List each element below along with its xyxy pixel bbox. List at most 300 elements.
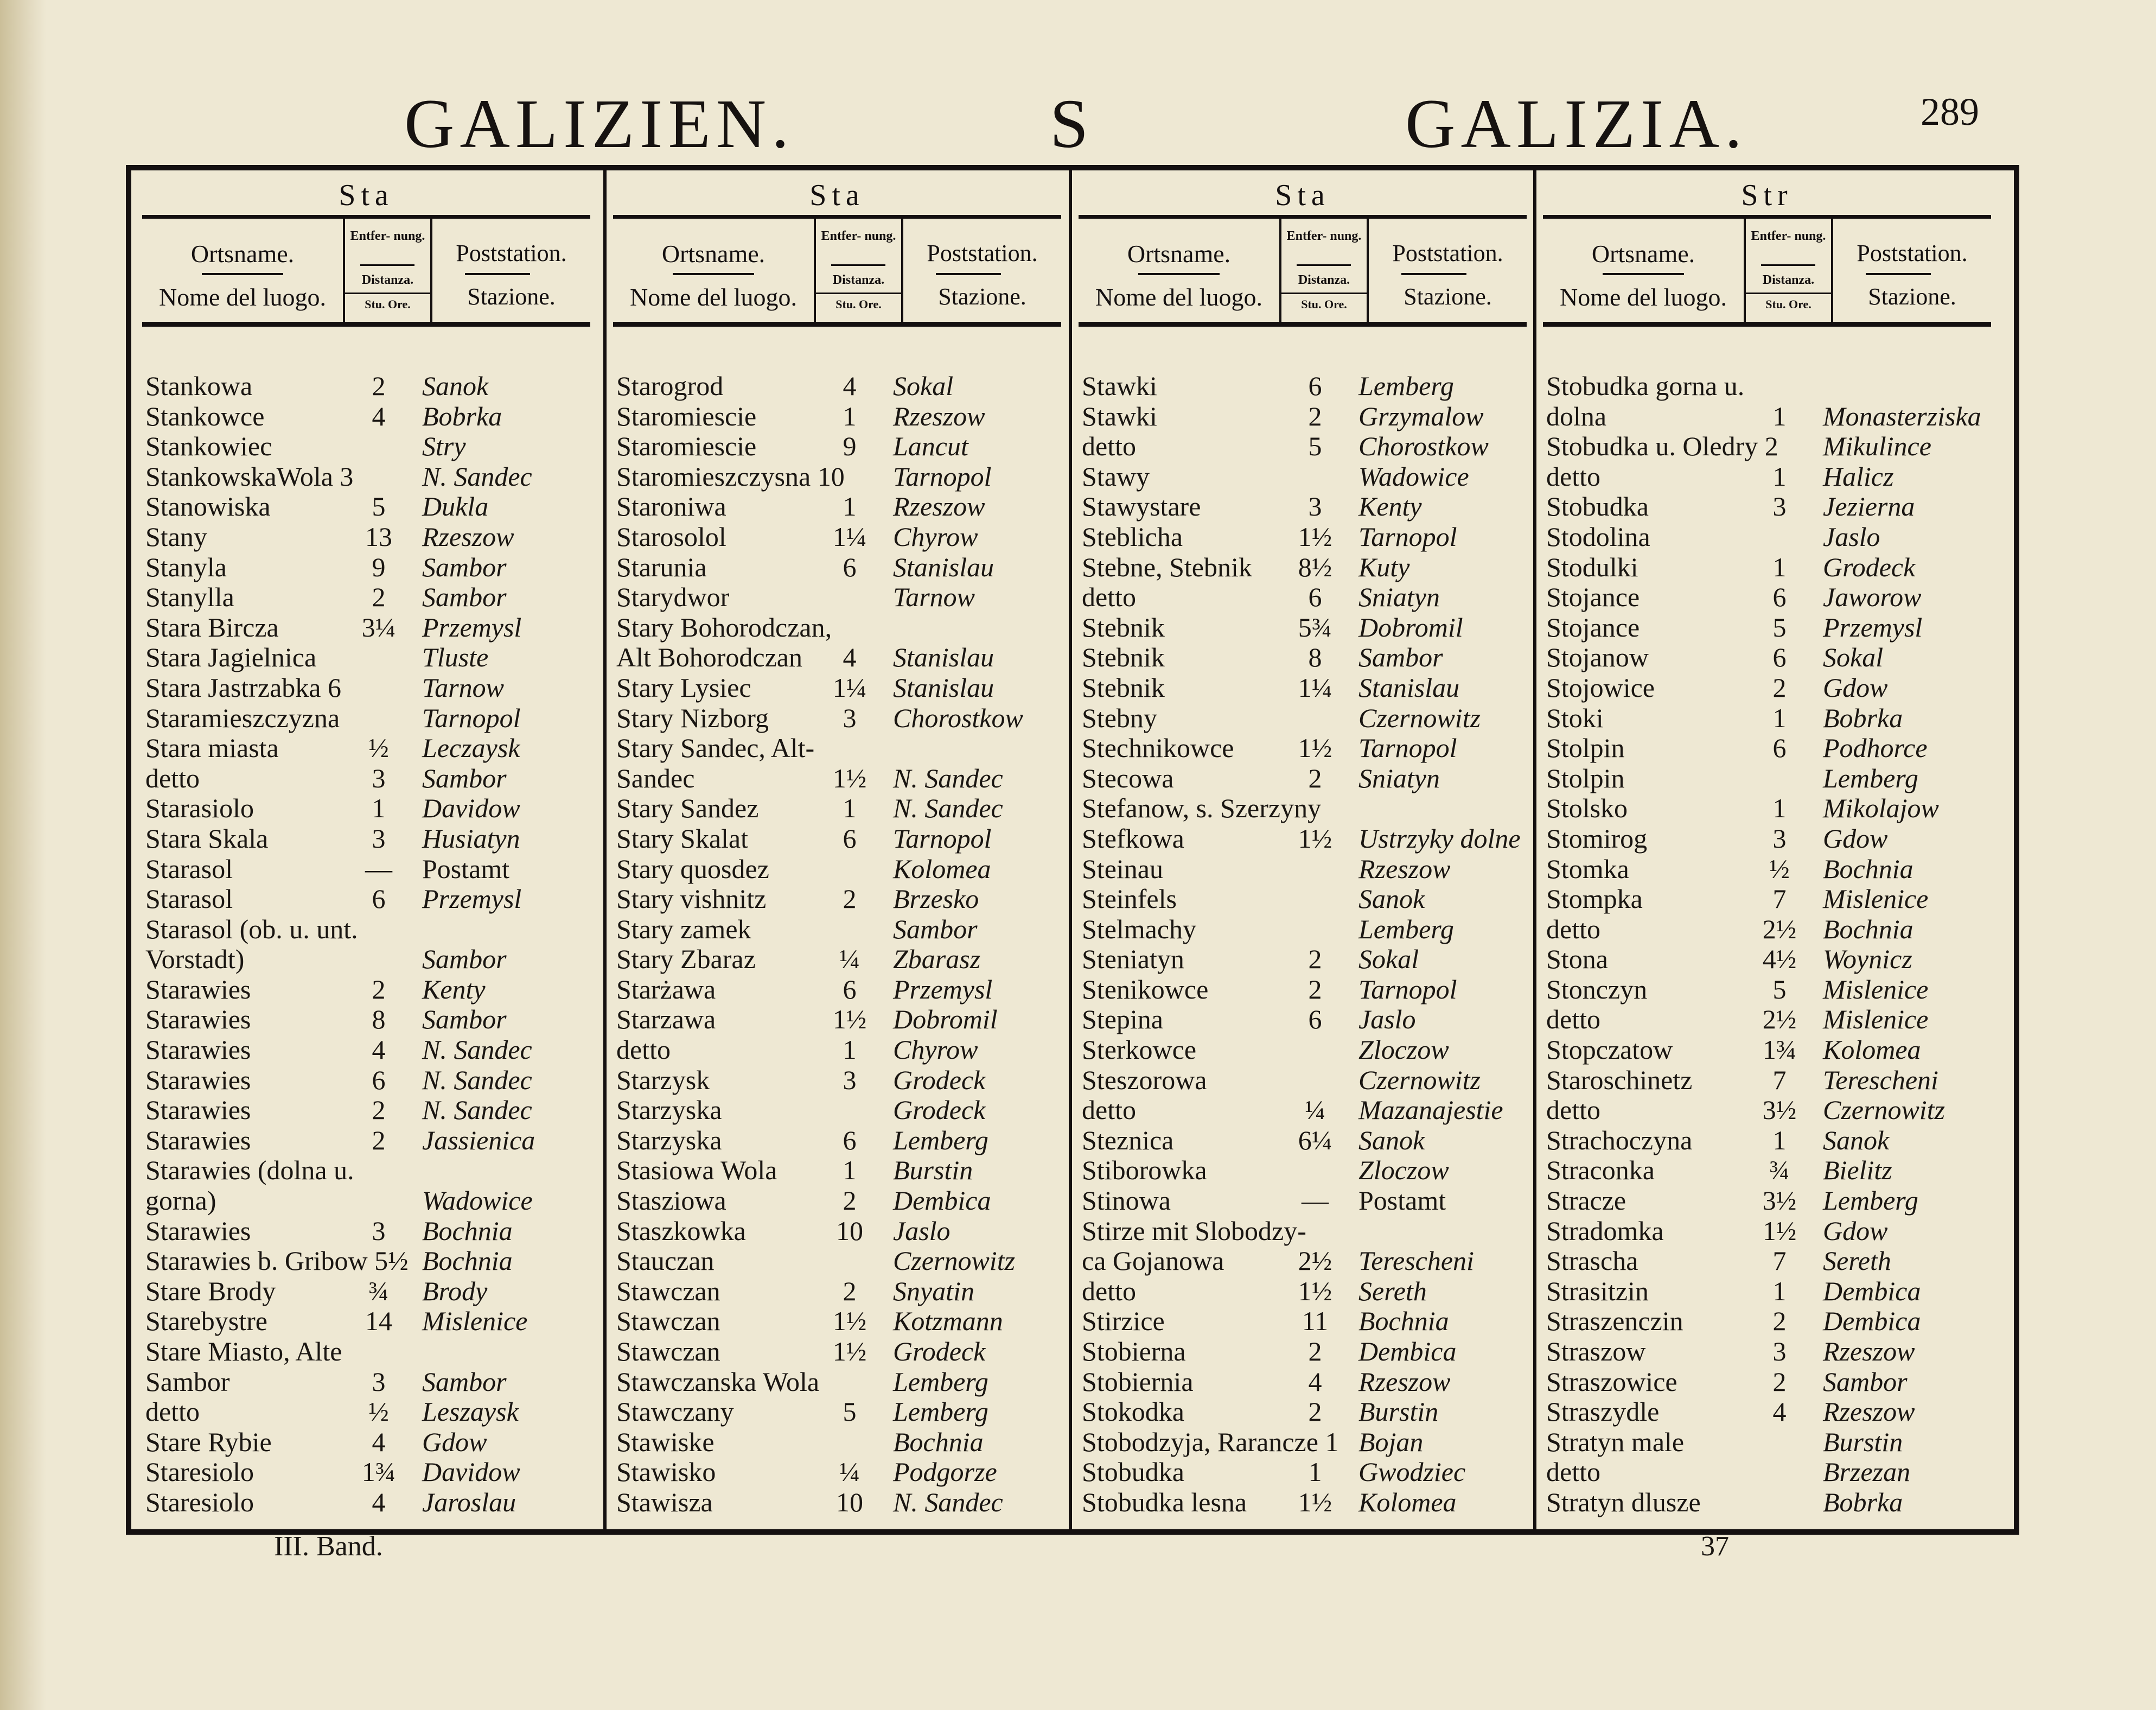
table-row (145, 824, 587, 854)
post-station: Lemberg (893, 1124, 988, 1155)
post-station: Bochnia (893, 1426, 984, 1457)
table-row (616, 1337, 1058, 1367)
place-name: Stobudka lesna (1082, 1486, 1247, 1517)
table-row (616, 703, 1058, 734)
place-name: Stolsko (1546, 793, 1628, 824)
table-row (145, 914, 587, 945)
table-row (1546, 1367, 1988, 1397)
table-row (1082, 1126, 1523, 1156)
table-row (145, 1095, 587, 1126)
place-name: Stawisko (616, 1457, 716, 1487)
post-station: Terescheni (1823, 1064, 1938, 1095)
header-name-de: Ortsname. (1591, 240, 1695, 268)
table-row (1082, 431, 1523, 462)
header-dist-units: Stu. Ore. (835, 297, 882, 311)
distance: 1½ (1298, 823, 1332, 854)
table-row (1082, 1035, 1523, 1065)
place-name: Staromiescie (616, 431, 757, 462)
column-title: Sta (339, 179, 394, 212)
table-row (1546, 1427, 1988, 1458)
table-row (616, 824, 1058, 854)
place-name: Staroschinetz (1546, 1064, 1693, 1095)
distance: 4 (372, 1486, 386, 1517)
table-row (1546, 613, 1988, 643)
table-row (1082, 1457, 1523, 1487)
distance: 1 (1772, 461, 1787, 492)
place-name: Stebnik (1082, 612, 1165, 643)
post-station: Chyrow (893, 521, 978, 552)
header-dist-units: Stu. Ore. (365, 297, 411, 311)
post-station: Woynicz (1823, 944, 1912, 975)
place-name: Stary Sandez (616, 793, 759, 824)
table-row (616, 733, 1058, 764)
table-row (1082, 1397, 1523, 1427)
post-station: Monasterziska (1823, 401, 1981, 431)
table-row (616, 431, 1058, 462)
distance: 2 (372, 582, 386, 613)
distance: 3¼ (361, 612, 396, 643)
post-station: Czernowitz (1358, 1064, 1481, 1095)
table-row (616, 1155, 1058, 1186)
distance: 2 (1772, 1366, 1787, 1397)
table-row (145, 975, 587, 1005)
place-name: Stratyn dlusze (1546, 1486, 1701, 1517)
table-row (616, 764, 1058, 794)
post-station: Tarnopol (1358, 521, 1457, 552)
header-dist-it: Distanza. (832, 273, 885, 287)
table-row (616, 1397, 1058, 1427)
post-station: Przemysl (422, 612, 522, 643)
post-station: Tarnopol (1358, 733, 1457, 764)
place-name: Stankowa (145, 371, 253, 401)
table-row (616, 1487, 1058, 1518)
table-row (1546, 462, 1988, 492)
post-station: Stry (422, 431, 466, 462)
distance: 1½ (832, 1336, 867, 1366)
place-name: Stanowiska (145, 491, 271, 522)
distance: 1¼ (1298, 672, 1332, 703)
place-name: Stare Rybie (145, 1426, 272, 1457)
table-row (1082, 402, 1523, 432)
post-station: Grzymalow (1358, 401, 1484, 431)
table-row (1546, 1126, 1988, 1156)
post-station: Kenty (422, 974, 486, 1005)
place-name: Stomirog (1546, 823, 1648, 854)
post-station: Mislenice (1823, 883, 1929, 914)
table-row (1082, 1065, 1523, 1096)
place-name: detto (616, 1034, 671, 1065)
table-row (145, 854, 587, 885)
place-name: Starawies (dolna u. (145, 1155, 354, 1186)
distance: 1 (843, 401, 857, 431)
post-station: Rzeszow (1358, 1366, 1451, 1397)
distance: 9 (843, 431, 857, 462)
post-station: Stanislau (893, 642, 994, 673)
place-name: Starzysk (616, 1064, 710, 1095)
place-name: Starasol (ob. u. unt. (145, 913, 358, 944)
table-row (1546, 884, 1988, 914)
table-row (1546, 492, 1988, 522)
column-header (1079, 215, 1527, 327)
place-name: Stecowa (1082, 762, 1174, 793)
place-name: Stany (145, 521, 207, 552)
distance: 3 (372, 823, 386, 854)
distance: 6 (372, 1064, 386, 1095)
table-row (616, 1306, 1058, 1337)
distance: 6 (843, 551, 857, 582)
post-station: Tarnopol (422, 702, 521, 733)
place-name: Staromieszczysna 10 (616, 461, 845, 492)
distance: 6 (1772, 642, 1787, 673)
table-row (145, 492, 587, 522)
distance: 7 (1772, 1245, 1787, 1276)
post-station: N. Sandec (422, 1034, 532, 1065)
place-name: Stobudka (1546, 491, 1649, 522)
place-name: Stepina (1082, 1004, 1163, 1035)
table-row (616, 643, 1058, 673)
table-row (1546, 1216, 1988, 1247)
place-name: Vorstadt) (145, 944, 245, 975)
table-row (145, 582, 587, 613)
place-name: Stolpin (1546, 762, 1625, 793)
place-name: detto (1546, 913, 1600, 944)
distance: 6 (1308, 582, 1322, 613)
header-rule (345, 293, 430, 294)
place-name: Stomka (1546, 853, 1629, 884)
place-name: Stasziowa (616, 1185, 726, 1216)
table-row (1082, 1246, 1523, 1276)
place-name: Steinau (1082, 853, 1163, 884)
table-row (616, 1186, 1058, 1216)
table-row (1546, 824, 1988, 854)
post-station: Stanislau (893, 672, 994, 703)
distance: 2 (372, 1095, 386, 1126)
distance: 2 (1308, 401, 1322, 431)
post-station: Dukla (422, 491, 489, 522)
table-row (616, 402, 1058, 432)
table-row (145, 1005, 587, 1035)
distance: 6 (843, 1124, 857, 1155)
table-row (1546, 552, 1988, 583)
distance: 1¼ (832, 672, 867, 703)
post-station: Mikulince (1823, 431, 1931, 462)
section-letter: S (1050, 85, 1089, 162)
header-post-it: Stazione. (1404, 283, 1492, 310)
place-name: Starżawa (616, 974, 716, 1005)
table-row (1546, 582, 1988, 613)
table-row (145, 462, 587, 492)
header-dist-it: Distanza. (361, 273, 414, 287)
post-station: Sambor (422, 944, 507, 975)
table-row (145, 1457, 587, 1487)
place-name: detto (1546, 1457, 1600, 1487)
place-name: Stary vishnitz (616, 883, 767, 914)
post-station: Mazanajestie (1358, 1095, 1503, 1126)
post-station: Tarnow (893, 582, 975, 613)
place-name: Stojance (1546, 612, 1640, 643)
post-station: Dobromil (893, 1004, 998, 1035)
distance: 3½ (1762, 1095, 1797, 1126)
post-station: Jaslo (893, 1215, 951, 1246)
distance: 10 (836, 1215, 863, 1246)
table-row (616, 522, 1058, 552)
table-row (145, 1216, 587, 1247)
post-station: Terescheni (1358, 1245, 1474, 1276)
place-name: Steblicha (1082, 521, 1183, 552)
header-rule (1761, 264, 1815, 266)
post-station: Lemberg (1823, 1185, 1918, 1216)
place-name: Stinowa (1082, 1185, 1171, 1216)
table-row (145, 1155, 587, 1186)
table-row (1546, 914, 1988, 945)
place-name: Stona (1546, 944, 1608, 975)
column-title: Sta (809, 179, 865, 212)
distance: 2 (843, 883, 857, 914)
table-row (1546, 1065, 1988, 1096)
place-name: Steniatyn (1082, 944, 1184, 975)
distance: 8½ (1298, 551, 1332, 582)
table-row (145, 1065, 587, 1096)
place-name: Straszow (1546, 1336, 1646, 1366)
place-name: Stojance (1546, 582, 1640, 613)
place-name: Starzyska (616, 1095, 722, 1126)
post-station: Tarnow (422, 672, 505, 703)
post-station: Grodeck (893, 1064, 986, 1095)
post-station: Snyatin (893, 1275, 974, 1306)
place-name: Stojanow (1546, 642, 1649, 673)
header-rule (673, 273, 754, 275)
column-rows (1536, 371, 1998, 1518)
distance: ¾ (368, 1275, 389, 1306)
place-name: Stara Jagielnica (145, 642, 317, 673)
table-row (1546, 1005, 1988, 1035)
post-station: Gdow (422, 1426, 487, 1457)
table-row (1546, 793, 1988, 824)
place-name: Stebnik (1082, 672, 1165, 703)
table-row (1546, 764, 1988, 794)
post-station: Sanok (1358, 1124, 1425, 1155)
table-row (616, 884, 1058, 914)
table-row (1546, 402, 1988, 432)
place-name: StankowskaWola 3 (145, 461, 354, 492)
distance: 3 (1772, 1336, 1787, 1366)
table-row (145, 643, 587, 673)
distance: 1 (372, 793, 386, 824)
distance: 2½ (1762, 913, 1797, 944)
distance: 5 (372, 491, 386, 522)
table-row (616, 673, 1058, 703)
table-row (1082, 1276, 1523, 1307)
place-name: Stompka (1546, 883, 1643, 914)
distance: 2½ (1298, 1245, 1332, 1276)
place-name: Staszkowka (616, 1215, 746, 1246)
place-name: Staroniwa (616, 491, 726, 522)
table-row (145, 1397, 587, 1427)
table-column (136, 165, 597, 1535)
place-name: Stracze (1546, 1185, 1626, 1216)
post-station: Rzeszow (1358, 853, 1451, 884)
distance: 3 (372, 762, 386, 793)
post-station: Rzeszow (1823, 1336, 1915, 1366)
place-name: Stary Sandec, Alt- (616, 733, 815, 764)
place-name: Staresiolo (145, 1457, 254, 1487)
post-station: Rzeszow (1823, 1396, 1915, 1427)
column-header (142, 215, 590, 327)
table-row (1082, 1306, 1523, 1337)
post-station: Przemysl (893, 974, 993, 1005)
table-row (1082, 1487, 1523, 1518)
place-name: Starzyska (616, 1124, 722, 1155)
table-row (145, 1337, 587, 1367)
place-name: Starawies (145, 1095, 251, 1126)
header-distance (343, 219, 432, 322)
table-row (1082, 522, 1523, 552)
place-name: Stebnik (1082, 642, 1165, 673)
post-station: Sereth (1358, 1275, 1427, 1306)
post-station: Bochnia (1358, 1306, 1449, 1337)
post-station: Lemberg (1358, 371, 1454, 401)
table-row (1082, 1337, 1523, 1367)
distance: 3 (1772, 823, 1787, 854)
distance: 7 (1772, 1064, 1787, 1095)
table-row (145, 552, 587, 583)
post-station: Tarnopol (1358, 974, 1457, 1005)
distance: 5 (843, 1396, 857, 1427)
post-station: Wadowice (1358, 461, 1469, 492)
table-row (616, 1065, 1058, 1096)
header-name-it: Nome del luogo. (1560, 283, 1727, 311)
header-post-station (432, 219, 590, 322)
table-row (145, 431, 587, 462)
place-name: Strascha (1546, 1245, 1638, 1276)
header-name-it: Nome del luogo. (159, 283, 326, 311)
place-name: Staramieszczyzna (145, 702, 340, 733)
table-row (1546, 431, 1988, 462)
table-row (145, 1035, 587, 1065)
place-name: ca Gojanowa (1082, 1245, 1224, 1276)
post-station: Podhorce (1823, 733, 1928, 764)
place-name: Stawczan (616, 1306, 720, 1337)
table-row (145, 402, 587, 432)
post-station: Burstin (893, 1155, 973, 1186)
table-row (1082, 854, 1523, 885)
distance: ¾ (1769, 1155, 1790, 1186)
table-row (145, 1487, 587, 1518)
post-station: Leszaysk (422, 1396, 519, 1427)
distance: ¼ (839, 1457, 860, 1487)
table-row (1082, 1095, 1523, 1126)
table-row (1546, 1186, 1988, 1216)
distance: ¼ (839, 944, 860, 975)
post-station: Brody (422, 1275, 488, 1306)
place-name: Stary quosdez (616, 853, 769, 884)
post-station: Czernowitz (893, 1245, 1016, 1276)
place-name: Starawies (145, 974, 251, 1005)
distance: 1 (843, 793, 857, 824)
post-station: Sambor (422, 1366, 507, 1397)
distance: 5 (1772, 612, 1787, 643)
table-row (1082, 462, 1523, 492)
table-row (1546, 1035, 1988, 1065)
place-name: Stawystare (1082, 491, 1201, 522)
place-name: Starosolol (616, 521, 726, 552)
post-station: N. Sandec (893, 1486, 1003, 1517)
table-row (616, 1246, 1058, 1276)
distance: 1 (843, 491, 857, 522)
post-station: Burstin (1358, 1396, 1439, 1427)
place-name: Stokodka (1082, 1396, 1184, 1427)
header-name-it: Nome del luogo. (1095, 283, 1262, 311)
distance: 1½ (1762, 1215, 1797, 1246)
place-name: Stiborowka (1082, 1155, 1207, 1186)
post-station: Postamt (422, 853, 510, 884)
table-row (145, 371, 587, 402)
table-row (1546, 854, 1988, 885)
post-station: Jassienica (422, 1124, 535, 1155)
place-name: Starasol (145, 853, 233, 884)
table-row (1546, 1246, 1988, 1276)
place-name: Straconka (1546, 1155, 1655, 1186)
table-row (1082, 764, 1523, 794)
header-name-de: Ortsname. (190, 240, 295, 268)
post-station: Sambor (422, 551, 507, 582)
post-station: Grodeck (1823, 551, 1916, 582)
post-station: Sambor (422, 582, 507, 613)
header-post-it: Stazione. (938, 283, 1026, 310)
post-station: Rzeszow (422, 521, 514, 552)
place-name: Starawies (145, 1124, 251, 1155)
distance: 1¼ (832, 521, 867, 552)
place-name: Stankowce (145, 401, 265, 431)
place-name: Stare Miasto, Alte (145, 1336, 342, 1366)
distance: 1¾ (361, 1457, 396, 1487)
place-name: Stary Zbaraz (616, 944, 756, 975)
place-name: detto (145, 762, 200, 793)
header-rule (1297, 264, 1351, 266)
post-station: Lemberg (1823, 762, 1918, 793)
post-station: Dobromil (1358, 612, 1463, 643)
distance: 8 (1308, 642, 1322, 673)
header-dist-it: Distanza. (1298, 273, 1350, 287)
post-station: Rzeszow (893, 491, 985, 522)
distance: 2 (843, 1185, 857, 1216)
header-rule (1746, 293, 1831, 294)
distance: 6 (843, 974, 857, 1005)
place-name: Stauczan (616, 1245, 715, 1276)
header-dist-units: Stu. Ore. (1765, 297, 1811, 311)
post-station: Sanok (422, 371, 489, 401)
post-station: Leczaysk (422, 733, 520, 764)
distance: — (1302, 1185, 1329, 1216)
post-station: Stanislau (1358, 672, 1460, 703)
column-header (1543, 215, 1991, 327)
distance: 4 (372, 401, 386, 431)
table-row (1082, 733, 1523, 764)
table-row (616, 1095, 1058, 1126)
table-row (1082, 1367, 1523, 1397)
distance: 2 (843, 1275, 857, 1306)
table-row (1546, 944, 1988, 975)
table-row (1546, 1095, 1988, 1126)
header-rule (1866, 273, 1931, 275)
place-name: Stawczany (616, 1396, 734, 1427)
post-station: Bobrka (1823, 702, 1903, 733)
distance: 1 (1772, 401, 1787, 431)
table-row (145, 764, 587, 794)
table-row (145, 613, 587, 643)
table-row (1082, 582, 1523, 613)
header-dist-de: Entfer- nung. (821, 229, 896, 243)
